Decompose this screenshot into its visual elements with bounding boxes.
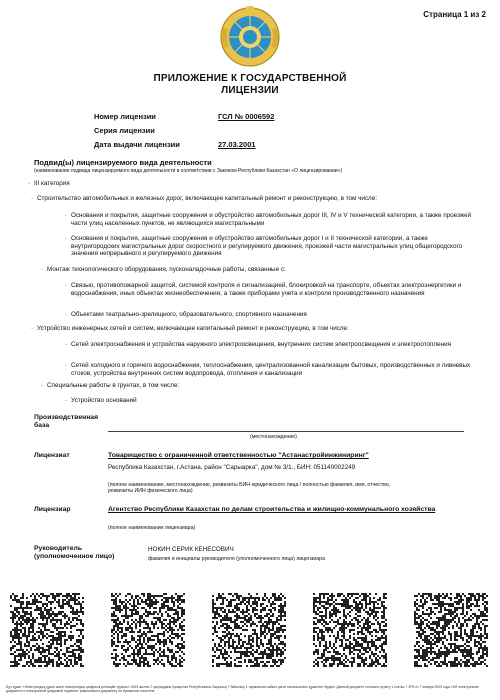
list-item: · Монтаж технологического оборудования, пусконаладочные работы, связанные с: bbox=[47, 266, 477, 274]
list-item: · Устройство инженерных сетей и систем, включающее капитальный ремонт и реконструкцию, в том числе: bbox=[37, 325, 477, 333]
head-label: Руководитель (уполномоченное лицо) bbox=[34, 545, 115, 560]
document-title bbox=[0, 73, 500, 97]
list-item: · Объектами театрально-зрелищного, образовательного, спортивного назначения bbox=[71, 311, 473, 319]
licensee-name: Товарищество с ограниченной ответственностью "Астанастройинжиниринг" bbox=[108, 452, 369, 459]
issue-date-value: 27.03.2001 bbox=[218, 140, 256, 149]
list-item: · Сетей электроснабжения и устройства наружного электроосвещения, внутренних систем электроосвещения и электроотопления bbox=[71, 341, 473, 349]
list-item: · Основания и покрытия, защитные сооружения и обустройство автомобильных дорог III, IV и V технической категории, а также проезжей части улиц населенных пунктов, не являющихся магистральными bbox=[71, 212, 473, 227]
footer-disclaimer: Бұл құжат «Электрондық құжат және электрондық цифрлық қолтаңба туралы» 2003 жылғы 7 қаңтардағы Қазақстан Республикасы Заңының 7 бабының 1 тармағына сәйкес қағаз тасығыштағы құжатпен бірдей. Данный документ согласно пункту 1 статьи 7 ЗРК от 7 января 2003 года «Об электронном документе и электронной цифровой подписи» равнозначен документу на бумажном носителе. bbox=[6, 685, 479, 694]
list-item: · Устройство оснований bbox=[71, 397, 473, 405]
production-base-label: Производственная база bbox=[34, 414, 99, 429]
state-emblem-icon bbox=[219, 6, 281, 68]
licensor-name: Агентство Республики Казахстан по делам строительства и жилищно-коммунального хозяйства bbox=[108, 506, 436, 513]
list-item: · Строительство автомобильных и железных дорог, включающее капитальный ремонт и реконструкцию, в том числе: bbox=[37, 195, 477, 203]
title-line-1: ПРИЛОЖЕНИЕ К ГОСУДАРСТВЕННОЙ bbox=[153, 73, 347, 84]
list-item: · Сетей холодного и горячего водоснабжения, теплоснабжения, централизованной канализации бытовых, производственных и ливневых стоков, устройства внутренних систем водопровода, отопления и канализации bbox=[71, 362, 473, 377]
title-line-2: ЛИЦЕНЗИИ bbox=[221, 85, 279, 96]
series-label: Серия лицензии bbox=[94, 126, 155, 135]
head-note: фамилия и инициалы руководителя (уполномоченного лица) лицензиара bbox=[148, 556, 325, 562]
qr-code-2-icon bbox=[111, 593, 185, 667]
qr-code-1-icon bbox=[10, 593, 84, 667]
qr-code-4-icon bbox=[313, 593, 387, 667]
list-item: · Связью, противопожарной защитой, системой контроля и сигнализацией, блокировкой на транспорте, объектах электроэнергетики и водоснабжения, иных объектах жизнеобеспечения, а также приборами учета и контроля производственного назначения bbox=[71, 282, 473, 297]
list-item: · Специальные работы в грунтах, в том числе: bbox=[47, 382, 477, 390]
qr-code-3-icon bbox=[212, 593, 286, 667]
subtypes-note: (наименование подвида лицензируемого вида деятельности в соответствии с Законом Республики Казахстан «О лицензировании») bbox=[34, 168, 343, 174]
licensor-note: (полное наименование лицензиара) bbox=[108, 525, 196, 531]
location-note: (местонахождение) bbox=[250, 434, 297, 440]
subtypes-heading: Подвид(ы) лицензируемого вида деятельности bbox=[34, 158, 212, 167]
qr-code-5-icon bbox=[414, 593, 488, 667]
head-name: НОКИН СЕРИК КЕНЕСОВИЧ bbox=[148, 546, 234, 553]
list-item: · Основания и покрытия, защитные сооружения и обустройство автомобильных дорог I и II технической категории, а также внутригородских магистральных дорог скоростного и регулируемого движения, проезжей части магистральных улиц общегородского значения непрерывного и регулируемого движения bbox=[71, 235, 473, 258]
licensee-label: Лицензиат bbox=[34, 452, 70, 459]
page-number: Страница 1 из 2 bbox=[423, 10, 486, 19]
issue-date-label: Дата выдачи лицензии bbox=[94, 140, 180, 149]
license-number-value: ГСЛ № 0006592 bbox=[218, 112, 275, 121]
licensor-label: Лицензиар bbox=[34, 506, 71, 513]
license-number-label: Номер лицензии bbox=[94, 112, 156, 121]
licensee-address: Республика Казахстан, г.Астана, район "Сарыарка", дом № 3/1., БИН: 051140002249 bbox=[108, 464, 356, 471]
category-item: · III категория bbox=[34, 180, 70, 188]
production-base-line bbox=[108, 431, 464, 432]
licensee-note: (полное наименование, местонахождение, реквизиты БИН юридического лица / полностью фамилия, имя, отчество, реквизиты ИИН физического лица) bbox=[108, 482, 391, 495]
